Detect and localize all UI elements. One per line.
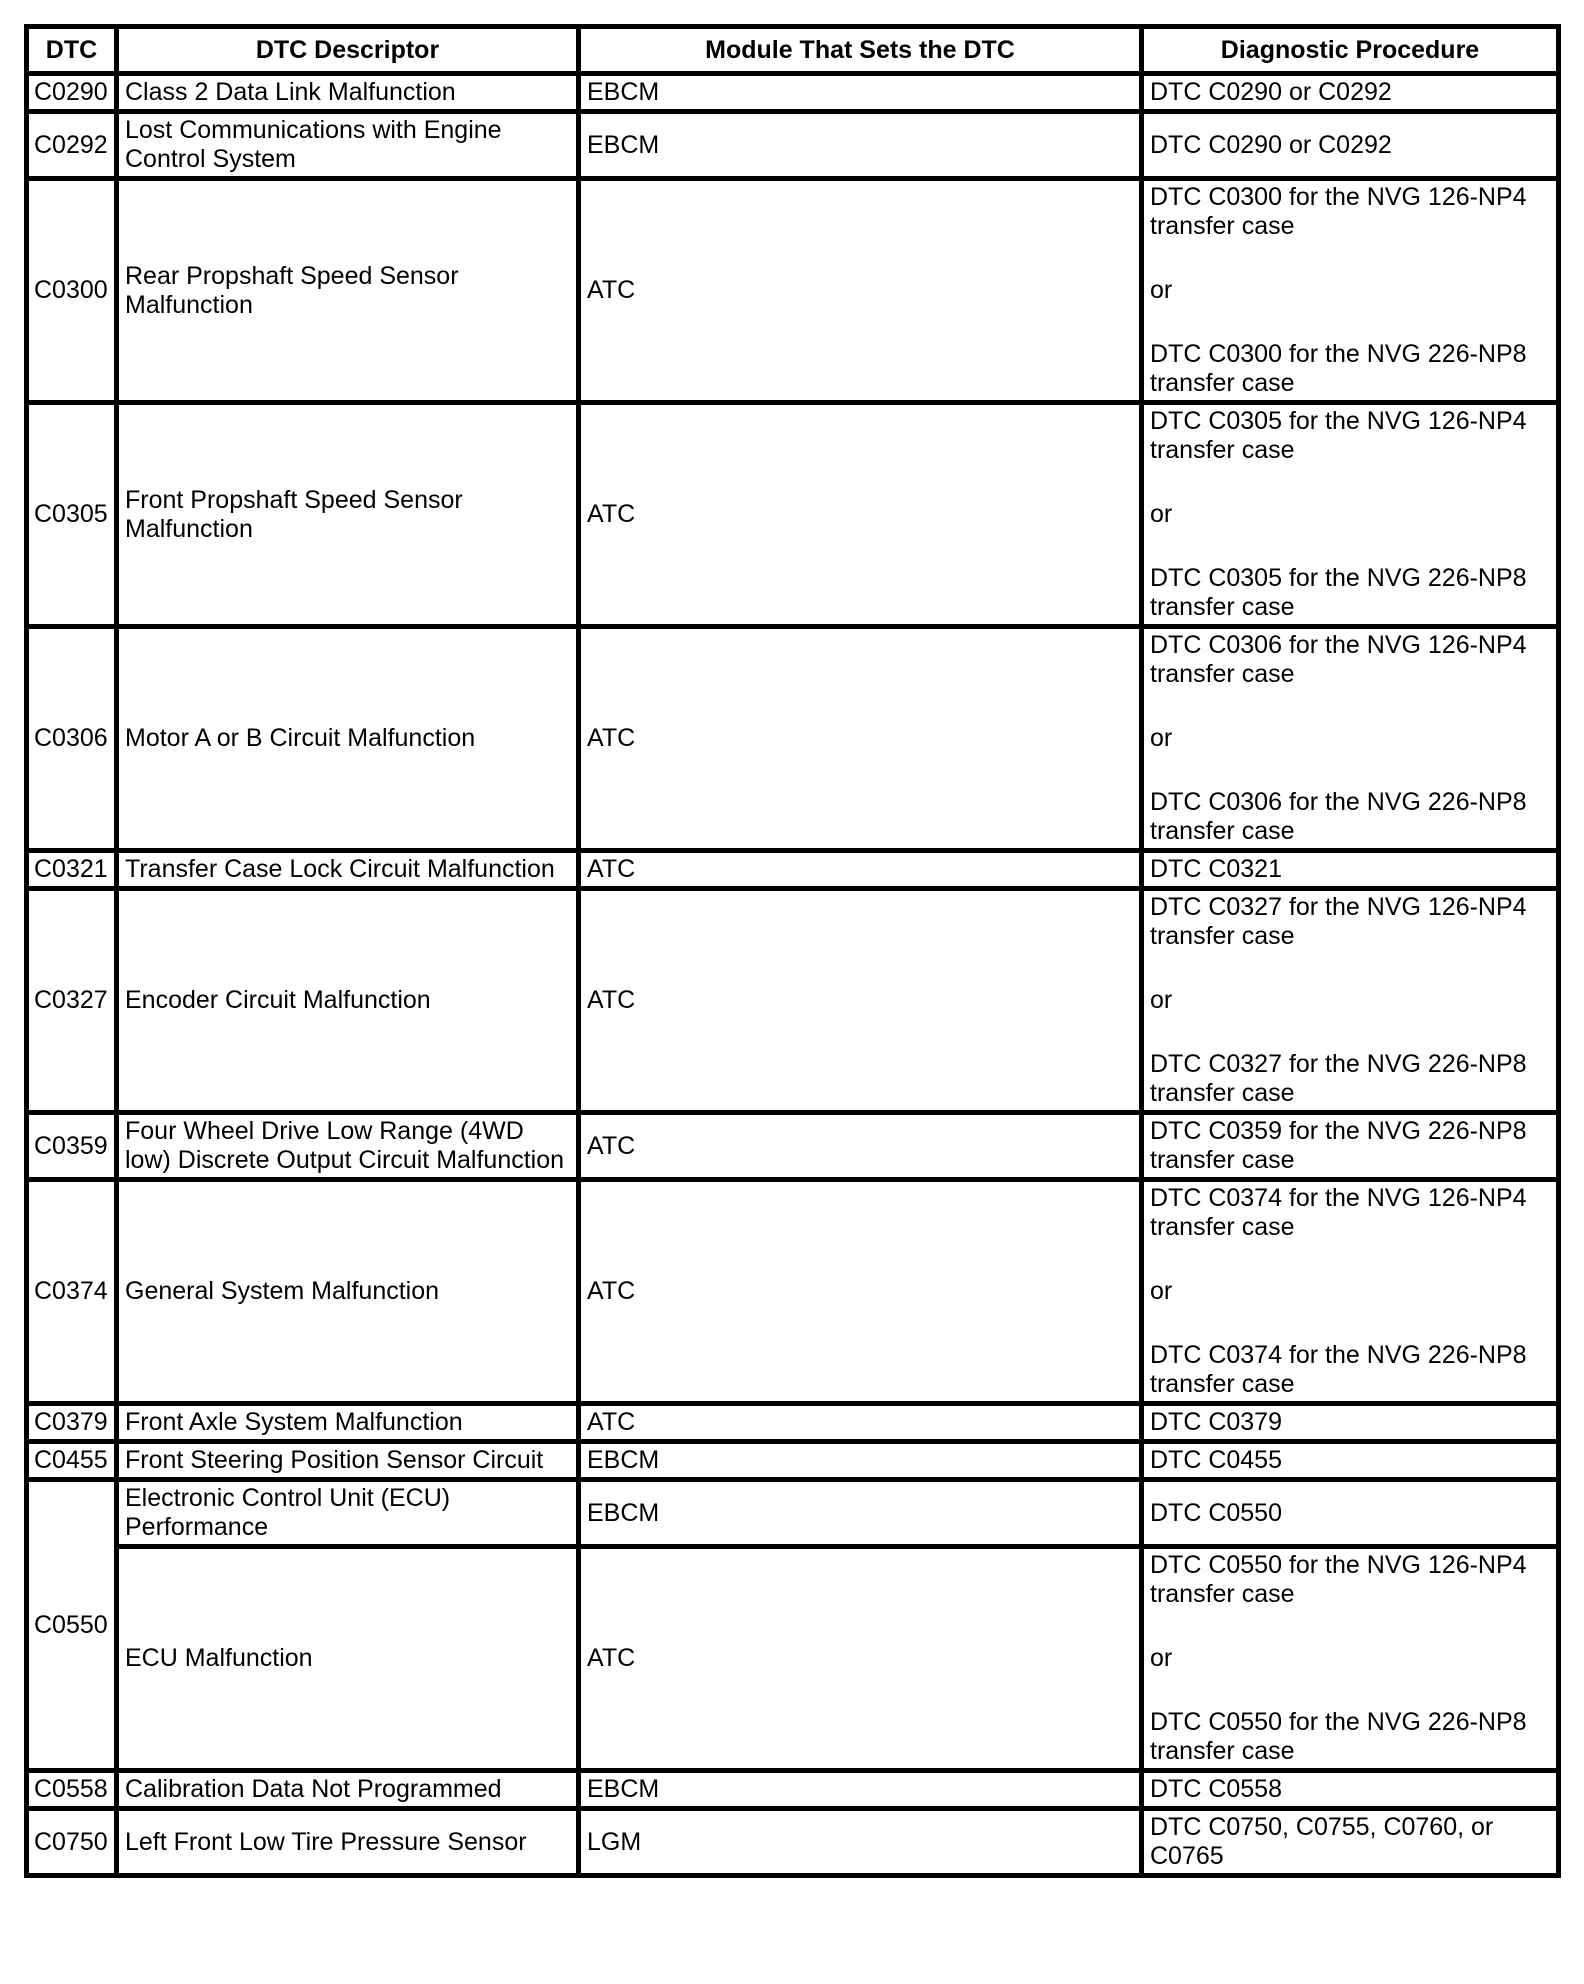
dtc-descriptor: Front Axle System Malfunction [117, 1404, 579, 1442]
dtc-code: C0558 [27, 1771, 117, 1809]
diagnostic-procedure [1142, 179, 1559, 403]
dtc-descriptor: Electronic Control Unit (ECU) Performance [117, 1480, 579, 1547]
dtc-descriptor: Four Wheel Drive Low Range (4WD low) Discrete Output Circuit Malfunction [117, 1113, 579, 1180]
procedure-line: DTC C0300 for the NVG 126-NP4 transfer case [1150, 183, 1527, 240]
module-name: ATC [579, 1404, 1142, 1442]
procedure-line: DTC C0750, C0755, C0760, or C0765 [1150, 1813, 1494, 1870]
procedure-line: DTC C0300 for the NVG 226-NP8 transfer case [1150, 340, 1527, 397]
procedure-line: DTC C0550 for the NVG 126-NP4 transfer case [1150, 1551, 1527, 1608]
dtc-code: C0550 [27, 1480, 117, 1771]
procedure-line: DTC C0379 [1150, 1408, 1282, 1436]
dtc-descriptor: Motor A or B Circuit Malfunction [117, 627, 579, 851]
dtc-code: C0455 [27, 1442, 117, 1480]
diagnostic-procedure [1142, 627, 1559, 851]
module-name: EBCM [579, 112, 1142, 179]
procedure-line: DTC C0374 for the NVG 126-NP4 transfer case [1150, 1184, 1527, 1241]
procedure-line: DTC C0558 [1150, 1775, 1282, 1803]
dtc-descriptor: Left Front Low Tire Pressure Sensor [117, 1809, 579, 1876]
dtc-descriptor: Front Propshaft Speed Sensor Malfunction [117, 403, 579, 627]
dtc-table [24, 24, 1561, 1878]
procedure-line: DTC C0455 [1150, 1446, 1282, 1474]
procedure-line: DTC C0374 for the NVG 226-NP8 transfer case [1150, 1341, 1527, 1398]
table-row [27, 889, 1559, 1113]
table-row [27, 1442, 1559, 1480]
procedure-line: DTC C0327 for the NVG 226-NP8 transfer case [1150, 1050, 1527, 1107]
header-dtc-descriptor: DTC Descriptor [117, 27, 579, 74]
table-row [27, 403, 1559, 627]
diagnostic-procedure [1142, 1442, 1559, 1480]
dtc-descriptor: Calibration Data Not Programmed [117, 1771, 579, 1809]
diagnostic-procedure [1142, 851, 1559, 889]
procedure-line: DTC C0306 for the NVG 226-NP8 transfer case [1150, 788, 1527, 845]
dtc-code: C0750 [27, 1809, 117, 1876]
dtc-descriptor: Transfer Case Lock Circuit Malfunction [117, 851, 579, 889]
diagnostic-procedure [1142, 74, 1559, 112]
procedure-line: DTC C0306 for the NVG 126-NP4 transfer case [1150, 631, 1527, 688]
module-name: ATC [579, 851, 1142, 889]
dtc-descriptor: Class 2 Data Link Malfunction [117, 74, 579, 112]
dtc-code: C0306 [27, 627, 117, 851]
diagnostic-procedure [1142, 403, 1559, 627]
dtc-code: C0292 [27, 112, 117, 179]
module-name: ATC [579, 1180, 1142, 1404]
procedure-line: or [1150, 500, 1173, 528]
table-row [27, 179, 1559, 403]
dtc-code: C0300 [27, 179, 117, 403]
table-row [27, 627, 1559, 851]
dtc-code: C0374 [27, 1180, 117, 1404]
module-name: EBCM [579, 1771, 1142, 1809]
dtc-descriptor: Lost Communications with Engine Control System [117, 112, 579, 179]
table-row [27, 1547, 1559, 1771]
dtc-code: C0379 [27, 1404, 117, 1442]
dtc-code: C0305 [27, 403, 117, 627]
dtc-descriptor: ECU Malfunction [117, 1547, 579, 1771]
procedure-line: DTC C0305 for the NVG 226-NP8 transfer case [1150, 564, 1527, 621]
table-row [27, 1480, 1559, 1547]
dtc-descriptor: Encoder Circuit Malfunction [117, 889, 579, 1113]
module-name: EBCM [579, 1480, 1142, 1547]
header-dtc: DTC [27, 27, 117, 74]
table-row [27, 1113, 1559, 1180]
procedure-line: or [1150, 1277, 1173, 1305]
diagnostic-procedure [1142, 112, 1559, 179]
procedure-line: DTC C0550 [1150, 1498, 1282, 1527]
dtc-code: C0327 [27, 889, 117, 1113]
module-name: ATC [579, 403, 1142, 627]
dtc-code: C0359 [27, 1113, 117, 1180]
procedure-line: or [1150, 1644, 1173, 1672]
diagnostic-procedure [1142, 1113, 1559, 1180]
procedure-line: DTC C0321 [1150, 855, 1282, 883]
procedure-line: DTC C0290 or C0292 [1150, 130, 1392, 159]
header-row [27, 27, 1559, 74]
diagnostic-procedure [1142, 1809, 1559, 1876]
module-name: ATC [579, 889, 1142, 1113]
diagnostic-procedure [1142, 889, 1559, 1113]
dtc-descriptor: Front Steering Position Sensor Circuit [117, 1442, 579, 1480]
dtc-descriptor: General System Malfunction [117, 1180, 579, 1404]
procedure-line: DTC C0359 for the NVG 226-NP8 transfer case [1150, 1117, 1527, 1174]
procedure-line: or [1150, 276, 1173, 304]
diagnostic-procedure [1142, 1480, 1559, 1547]
header-module: Module That Sets the DTC [579, 27, 1142, 74]
table-row [27, 851, 1559, 889]
table-row [27, 1404, 1559, 1442]
table-row [27, 74, 1559, 112]
procedure-line: DTC C0305 for the NVG 126-NP4 transfer case [1150, 407, 1527, 464]
table-row [27, 1771, 1559, 1809]
module-name: ATC [579, 627, 1142, 851]
diagnostic-procedure [1142, 1771, 1559, 1809]
dtc-code: C0321 [27, 851, 117, 889]
procedure-line: DTC C0327 for the NVG 126-NP4 transfer case [1150, 893, 1527, 950]
diagnostic-procedure [1142, 1547, 1559, 1771]
module-name: ATC [579, 179, 1142, 403]
table-row [27, 112, 1559, 179]
procedure-line: or [1150, 724, 1173, 752]
dtc-code: C0290 [27, 74, 117, 112]
table-header [27, 27, 1559, 74]
header-diagnostic-procedure: Diagnostic Procedure [1142, 27, 1559, 74]
diagnostic-procedure [1142, 1180, 1559, 1404]
table-row [27, 1809, 1559, 1876]
dtc-descriptor: Rear Propshaft Speed Sensor Malfunction [117, 179, 579, 403]
table-body [27, 74, 1559, 1876]
module-name: LGM [579, 1809, 1142, 1876]
procedure-line: or [1150, 986, 1173, 1014]
procedure-line: DTC C0550 for the NVG 226-NP8 transfer case [1150, 1708, 1527, 1765]
module-name: ATC [579, 1113, 1142, 1180]
table-row [27, 1180, 1559, 1404]
diagnostic-procedure [1142, 1404, 1559, 1442]
module-name: EBCM [579, 1442, 1142, 1480]
module-name: ATC [579, 1547, 1142, 1771]
module-name: EBCM [579, 74, 1142, 112]
procedure-line: DTC C0290 or C0292 [1150, 78, 1392, 106]
